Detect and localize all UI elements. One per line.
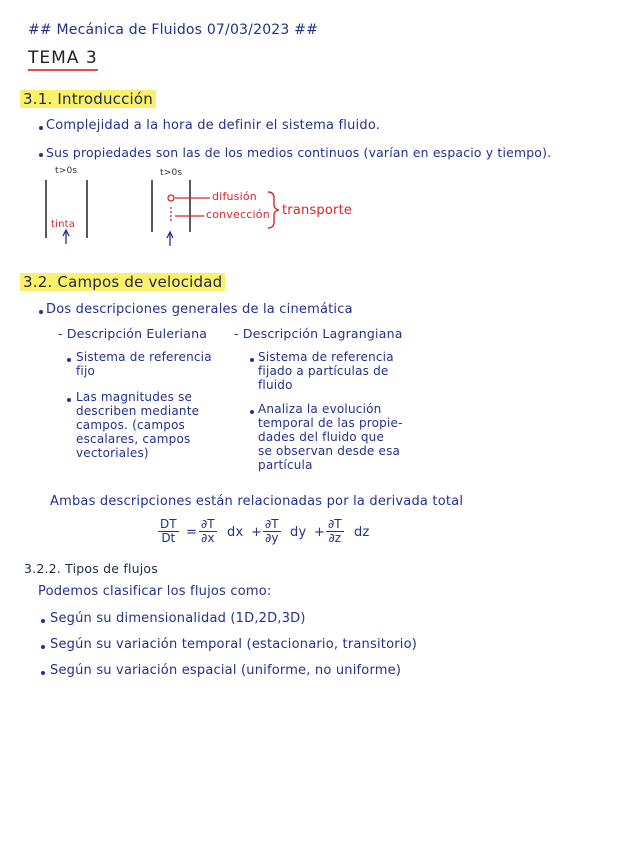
t1-d: dx (227, 525, 244, 540)
t3-d: dz (354, 525, 370, 540)
lagrange-b2-line-2: temporal de las propie- (258, 416, 403, 430)
formula-term-1 (199, 518, 217, 545)
section-3-2-2-heading: 3.2.2. Tipos de flujos (24, 561, 158, 576)
euler-b2-line-4: escalares, campos (76, 432, 191, 446)
euler-b2-line-5: vectoriales) (76, 446, 149, 460)
lagrange-title: - Descripción Lagrangiana (234, 326, 403, 341)
t1-num: ∂T (201, 517, 215, 531)
bullet-dot (250, 358, 254, 362)
tinta-label: tinta (51, 219, 76, 230)
euler-bullet-1 (76, 350, 212, 378)
euler-b1-line-1: Sistema de referencia (76, 350, 212, 364)
tema-title-text: TEMA 3 (28, 48, 98, 71)
section-3-1-heading-text: 3.1. Introducción (20, 90, 156, 108)
t3-den: ∂z (328, 531, 342, 545)
t3-num: ∂T (328, 517, 342, 531)
ambas-text: Ambas descripciones están relacionadas por la derivada total (50, 494, 464, 509)
euler-b2-line-1: Las magnitudes se (76, 390, 193, 404)
s32-intro: Dos descripciones generales de la cinemática (46, 302, 353, 317)
formula-plus-1: + (251, 525, 263, 540)
transporte-label: transporte (282, 203, 353, 218)
bullet-dot (39, 310, 43, 314)
lagrange-b2-line-1: Analiza la evolución (258, 402, 382, 416)
difusion-label: difusión (212, 190, 257, 203)
euler-b2-line-3: campos. (campos (76, 418, 186, 432)
section-3-2-heading (20, 273, 225, 291)
lagrange-b1-line-2: fijado a partículas de (258, 364, 389, 378)
euler-bullet-2 (76, 390, 199, 460)
s31-bullet-2: Sus propiedades son las de los medios continuos (varían en espacio y tiempo). (46, 145, 552, 160)
flow-type-item-3: Según su variación espacial (uniforme, no uniforme) (50, 663, 402, 678)
t2-den: ∂y (265, 531, 279, 545)
formula-plus-2: + (314, 525, 326, 540)
euler-b1-line-2: fijo (76, 364, 96, 378)
lhs-num: DT (160, 517, 177, 531)
s322-intro: Podemos clasificar los flujos como: (38, 584, 272, 599)
euler-b2-line-2: describen mediante (76, 404, 200, 418)
lagrange-b2-line-3: dades del fluido que (258, 430, 385, 444)
page-header-title: ## Mecánica de Fluidos 07/03/2023 ## (28, 22, 319, 38)
s31-bullet-1: Complejidad a la hora de definir el sistema fluido. (46, 118, 381, 133)
left-time-label: t>0s (55, 166, 78, 176)
t1-den: ∂x (201, 531, 215, 545)
t2-d: dy (290, 525, 307, 540)
bullet-dot (67, 398, 71, 402)
formula-term-2 (263, 518, 281, 545)
lagrange-title-text: Descripción Lagrangiana (242, 326, 403, 341)
euler-title-text: Descripción Euleriana (66, 326, 208, 341)
lagrange-bullet-2 (258, 402, 403, 472)
flow-type-item-1: Según su dimensionalidad (1D,2D,3D) (50, 611, 306, 626)
flow-type-item-2: Según su variación temporal (estacionario, transitorio) (50, 637, 418, 652)
formula-eq: = (186, 525, 198, 540)
formula-lhs (158, 518, 179, 545)
bullet-dot (250, 410, 254, 414)
euler-title: - Descripción Euleriana (58, 326, 208, 341)
conveccion-label: convección (206, 208, 270, 221)
t2-num: ∂T (265, 517, 279, 531)
right-time-label: t>0s (160, 168, 183, 178)
lhs-den: Dt (161, 531, 176, 545)
lagrange-b2-line-4: se observan desde esa (258, 444, 401, 458)
formula-term-3 (326, 518, 344, 545)
bullet-dot (67, 358, 71, 362)
bullet-dot (41, 671, 45, 675)
section-3-2-heading-text: 3.2. Campos de velocidad (20, 273, 225, 291)
lagrange-bullet-1 (258, 350, 394, 392)
lagrange-b1-line-1: Sistema de referencia (258, 350, 394, 364)
bullet-dot (41, 645, 45, 649)
lagrange-b2-line-5: partícula (258, 458, 313, 472)
bullet-dot (41, 619, 45, 623)
lagrange-b1-line-3: fluido (258, 378, 293, 392)
